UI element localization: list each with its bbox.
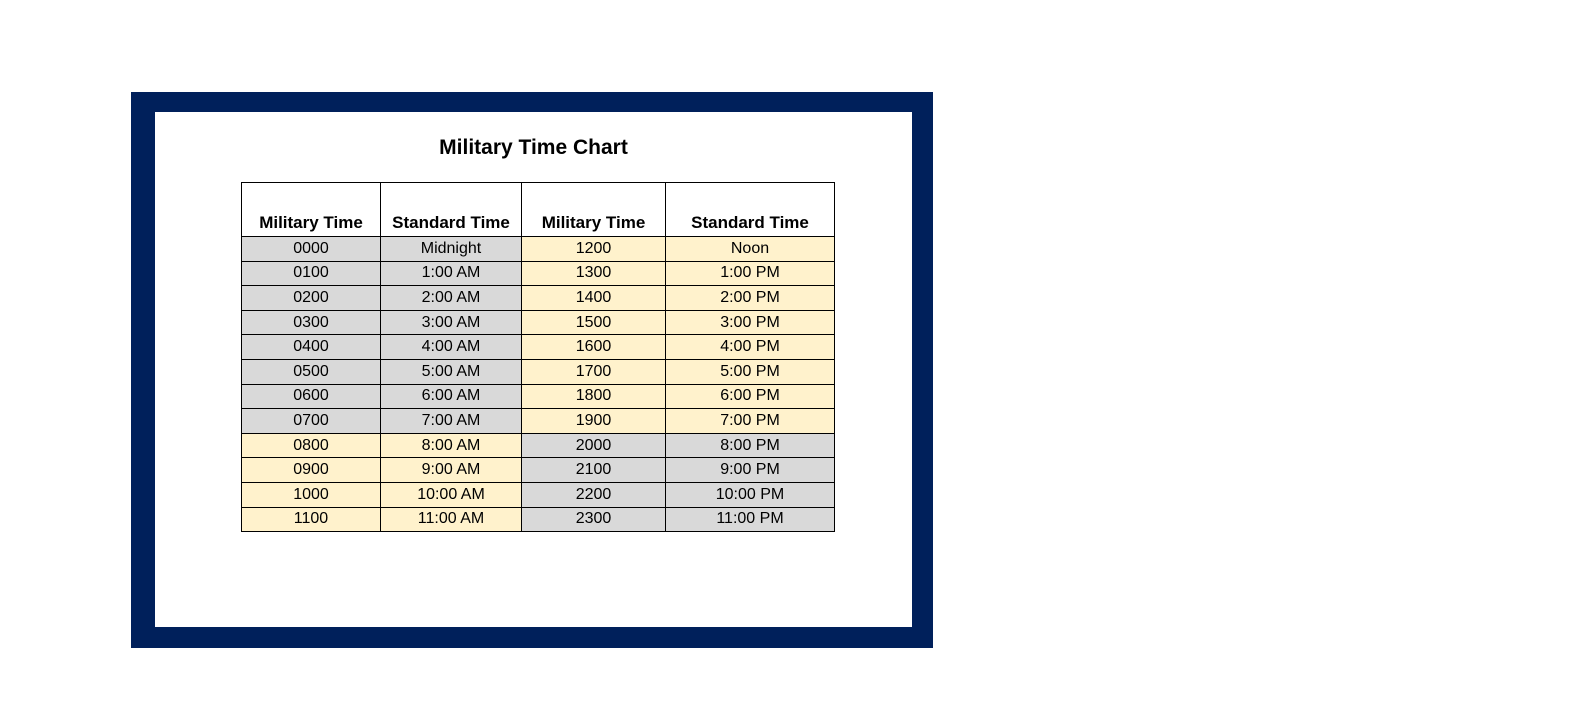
table-row	[242, 458, 835, 483]
table-row	[242, 507, 835, 532]
cell-standard-time-pm: 8:00 PM	[666, 433, 835, 458]
cell-standard-time-pm: Noon	[666, 237, 835, 262]
chart-frame	[131, 92, 933, 648]
table-row	[242, 384, 835, 409]
cell-standard-time-am: 11:00 AM	[381, 507, 522, 532]
cell-military-time-am: 0600	[242, 384, 381, 409]
cell-military-time-pm: 1200	[522, 237, 666, 262]
cell-standard-time-am: 4:00 AM	[381, 335, 522, 360]
military-time-table	[241, 182, 835, 532]
cell-military-time-am: 0900	[242, 458, 381, 483]
table-row	[242, 433, 835, 458]
table-row	[242, 237, 835, 262]
cell-standard-time-pm: 10:00 PM	[666, 482, 835, 507]
cell-standard-time-am: 1:00 AM	[381, 261, 522, 286]
header-military-time-am: Military Time	[242, 183, 381, 237]
cell-standard-time-am: 5:00 AM	[381, 359, 522, 384]
cell-military-time-am: 0800	[242, 433, 381, 458]
cell-standard-time-pm: 5:00 PM	[666, 359, 835, 384]
table-row	[242, 359, 835, 384]
cell-standard-time-am: 3:00 AM	[381, 310, 522, 335]
cell-military-time-pm: 1400	[522, 286, 666, 311]
cell-standard-time-pm: 1:00 PM	[666, 261, 835, 286]
cell-military-time-pm: 2200	[522, 482, 666, 507]
cell-military-time-am: 0100	[242, 261, 381, 286]
cell-standard-time-am: Midnight	[381, 237, 522, 262]
cell-military-time-am: 1000	[242, 482, 381, 507]
cell-standard-time-pm: 3:00 PM	[666, 310, 835, 335]
cell-military-time-pm: 1500	[522, 310, 666, 335]
cell-standard-time-am: 9:00 AM	[381, 458, 522, 483]
chart-title: Military Time Chart	[439, 136, 628, 159]
cell-standard-time-pm: 4:00 PM	[666, 335, 835, 360]
table-row	[242, 409, 835, 434]
table-row	[242, 261, 835, 286]
cell-military-time-pm: 1900	[522, 409, 666, 434]
cell-military-time-am: 0500	[242, 359, 381, 384]
table-row	[242, 335, 835, 360]
cell-military-time-am: 0200	[242, 286, 381, 311]
cell-military-time-am: 0400	[242, 335, 381, 360]
cell-military-time-am: 0700	[242, 409, 381, 434]
cell-military-time-pm: 1800	[522, 384, 666, 409]
cell-military-time-pm: 2000	[522, 433, 666, 458]
cell-military-time-am: 1100	[242, 507, 381, 532]
cell-standard-time-am: 7:00 AM	[381, 409, 522, 434]
cell-military-time-pm: 2300	[522, 507, 666, 532]
cell-military-time-pm: 1700	[522, 359, 666, 384]
cell-standard-time-pm: 2:00 PM	[666, 286, 835, 311]
cell-standard-time-pm: 6:00 PM	[666, 384, 835, 409]
table-row	[242, 286, 835, 311]
table-row	[242, 482, 835, 507]
cell-military-time-pm: 2100	[522, 458, 666, 483]
cell-military-time-pm: 1600	[522, 335, 666, 360]
chart-area	[155, 112, 912, 627]
header-military-time-pm: Military Time	[522, 183, 666, 237]
header-row	[242, 183, 835, 237]
cell-standard-time-pm: 9:00 PM	[666, 458, 835, 483]
cell-military-time-pm: 1300	[522, 261, 666, 286]
cell-military-time-am: 0000	[242, 237, 381, 262]
header-standard-time-am: Standard Time	[381, 183, 522, 237]
table-row	[242, 310, 835, 335]
cell-standard-time-am: 6:00 AM	[381, 384, 522, 409]
cell-standard-time-am: 10:00 AM	[381, 482, 522, 507]
cell-standard-time-pm: 7:00 PM	[666, 409, 835, 434]
table-body	[242, 237, 835, 532]
cell-military-time-am: 0300	[242, 310, 381, 335]
cell-standard-time-am: 2:00 AM	[381, 286, 522, 311]
header-standard-time-pm: Standard Time	[666, 183, 835, 237]
cell-standard-time-am: 8:00 AM	[381, 433, 522, 458]
cell-standard-time-pm: 11:00 PM	[666, 507, 835, 532]
